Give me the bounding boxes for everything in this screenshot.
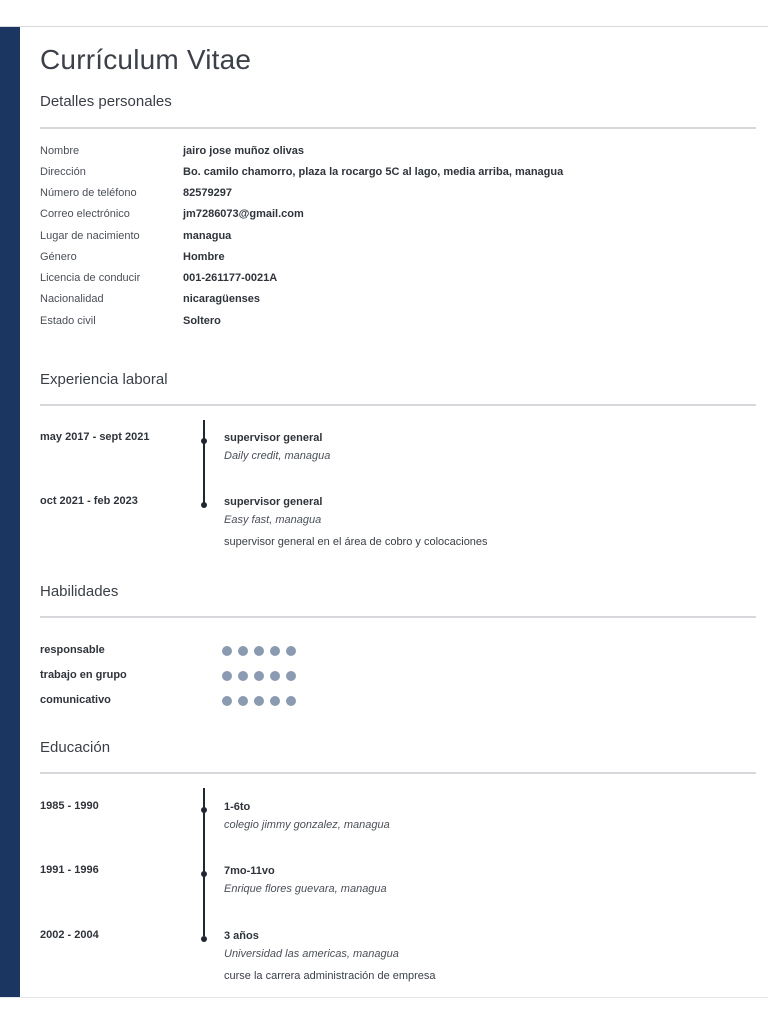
- skill-rating: [222, 671, 296, 681]
- entry-date: 1985 - 1990: [40, 800, 99, 812]
- section-heading-experience: Experiencia laboral: [40, 371, 168, 388]
- skill-name: trabajo en grupo: [40, 669, 127, 681]
- entry-date: oct 2021 - feb 2023: [40, 495, 138, 507]
- detail-value: jairo jose muñoz olivas: [183, 145, 305, 157]
- detail-row-name: [40, 145, 756, 166]
- detail-value: 001-261177-0021A: [183, 272, 278, 284]
- detail-row-email: [40, 208, 756, 229]
- timeline-dot: [201, 807, 207, 813]
- entry-title: supervisor general: [224, 496, 323, 508]
- page-title: Currículum Vitae: [40, 44, 252, 75]
- skill-level-dot: [238, 696, 248, 706]
- timeline-dot: [201, 502, 207, 508]
- entry-title: 1-6to: [224, 801, 251, 813]
- detail-row-birthplace: [40, 230, 756, 251]
- entry-organization: Enrique flores guevara, managua: [224, 883, 387, 895]
- section-divider: [40, 616, 756, 618]
- skill-level-dot: [254, 696, 264, 706]
- skill-level-dot: [254, 671, 264, 681]
- skill-row: [40, 669, 756, 689]
- detail-row-phone: [40, 187, 756, 208]
- detail-value: 82579297: [183, 187, 232, 199]
- detail-label: Licencia de conducir: [40, 272, 141, 284]
- detail-row-gender: [40, 251, 756, 272]
- timeline-line: [203, 420, 205, 505]
- detail-row-address: [40, 166, 756, 187]
- skill-level-dot: [254, 646, 264, 656]
- timeline-dot: [201, 438, 207, 444]
- detail-label: Estado civil: [40, 315, 96, 327]
- detail-value: Soltero: [183, 315, 221, 327]
- skill-level-dot: [222, 696, 232, 706]
- skill-level-dot: [238, 646, 248, 656]
- detail-value: Bo. camilo chamorro, plaza la rocargo 5C al lago, media arriba, managua: [183, 166, 564, 178]
- left-accent-bar: [0, 27, 20, 997]
- skill-row: [40, 694, 756, 714]
- section-heading-education: Educación: [40, 739, 111, 756]
- bottom-divider: [0, 997, 768, 998]
- section-divider: [40, 127, 756, 129]
- skill-level-dot: [286, 696, 296, 706]
- detail-row-license: [40, 272, 756, 293]
- detail-value: jm7286073@gmail.com: [183, 208, 304, 220]
- entry-title: supervisor general: [224, 432, 323, 444]
- detail-label: Dirección: [40, 166, 86, 178]
- skill-rating: [222, 646, 296, 656]
- timeline-dot: [201, 936, 207, 942]
- entry-date: 2002 - 2004: [40, 929, 99, 941]
- section-heading-personal: Detalles personales: [40, 93, 172, 110]
- skill-name: responsable: [40, 644, 105, 656]
- detail-row-civil-status: [40, 315, 756, 336]
- entry-date: 1991 - 1996: [40, 864, 99, 876]
- skill-level-dot: [286, 646, 296, 656]
- detail-label: Género: [40, 251, 77, 263]
- detail-label: Correo electrónico: [40, 208, 130, 220]
- entry-organization: Easy fast, managua: [224, 514, 322, 526]
- detail-value: nicaragüenses: [183, 293, 261, 305]
- skill-level-dot: [222, 646, 232, 656]
- entry-date: may 2017 - sept 2021: [40, 431, 150, 443]
- detail-value: managua: [183, 230, 232, 242]
- detail-label: Lugar de nacimiento: [40, 230, 140, 242]
- skill-level-dot: [270, 696, 280, 706]
- detail-value: Hombre: [183, 251, 225, 263]
- detail-label: Nombre: [40, 145, 80, 157]
- section-divider: [40, 404, 756, 406]
- skill-level-dot: [222, 671, 232, 681]
- top-divider: [0, 26, 768, 27]
- skill-level-dot: [286, 671, 296, 681]
- timeline-dot: [201, 871, 207, 877]
- section-divider: [40, 772, 756, 774]
- entry-title: 3 años: [224, 930, 259, 942]
- skill-level-dot: [270, 671, 280, 681]
- detail-label: Nacionalidad: [40, 293, 104, 305]
- entry-organization: colegio jimmy gonzalez, managua: [224, 819, 390, 831]
- skill-rating: [222, 696, 296, 706]
- entry-organization: Daily credit, managua: [224, 450, 331, 462]
- entry-description: curse la carrera administración de empresa: [224, 970, 436, 982]
- section-heading-skills: Habilidades: [40, 583, 119, 600]
- entry-title: 7mo-11vo: [224, 865, 275, 877]
- entry-organization: Universidad las americas, managua: [224, 948, 399, 960]
- skill-level-dot: [270, 646, 280, 656]
- skill-row: [40, 644, 756, 664]
- detail-row-nationality: [40, 293, 756, 314]
- entry-description: supervisor general en el área de cobro y colocaciones: [224, 536, 488, 548]
- skill-level-dot: [238, 671, 248, 681]
- skill-name: comunicativo: [40, 694, 111, 706]
- detail-label: Número de teléfono: [40, 187, 137, 199]
